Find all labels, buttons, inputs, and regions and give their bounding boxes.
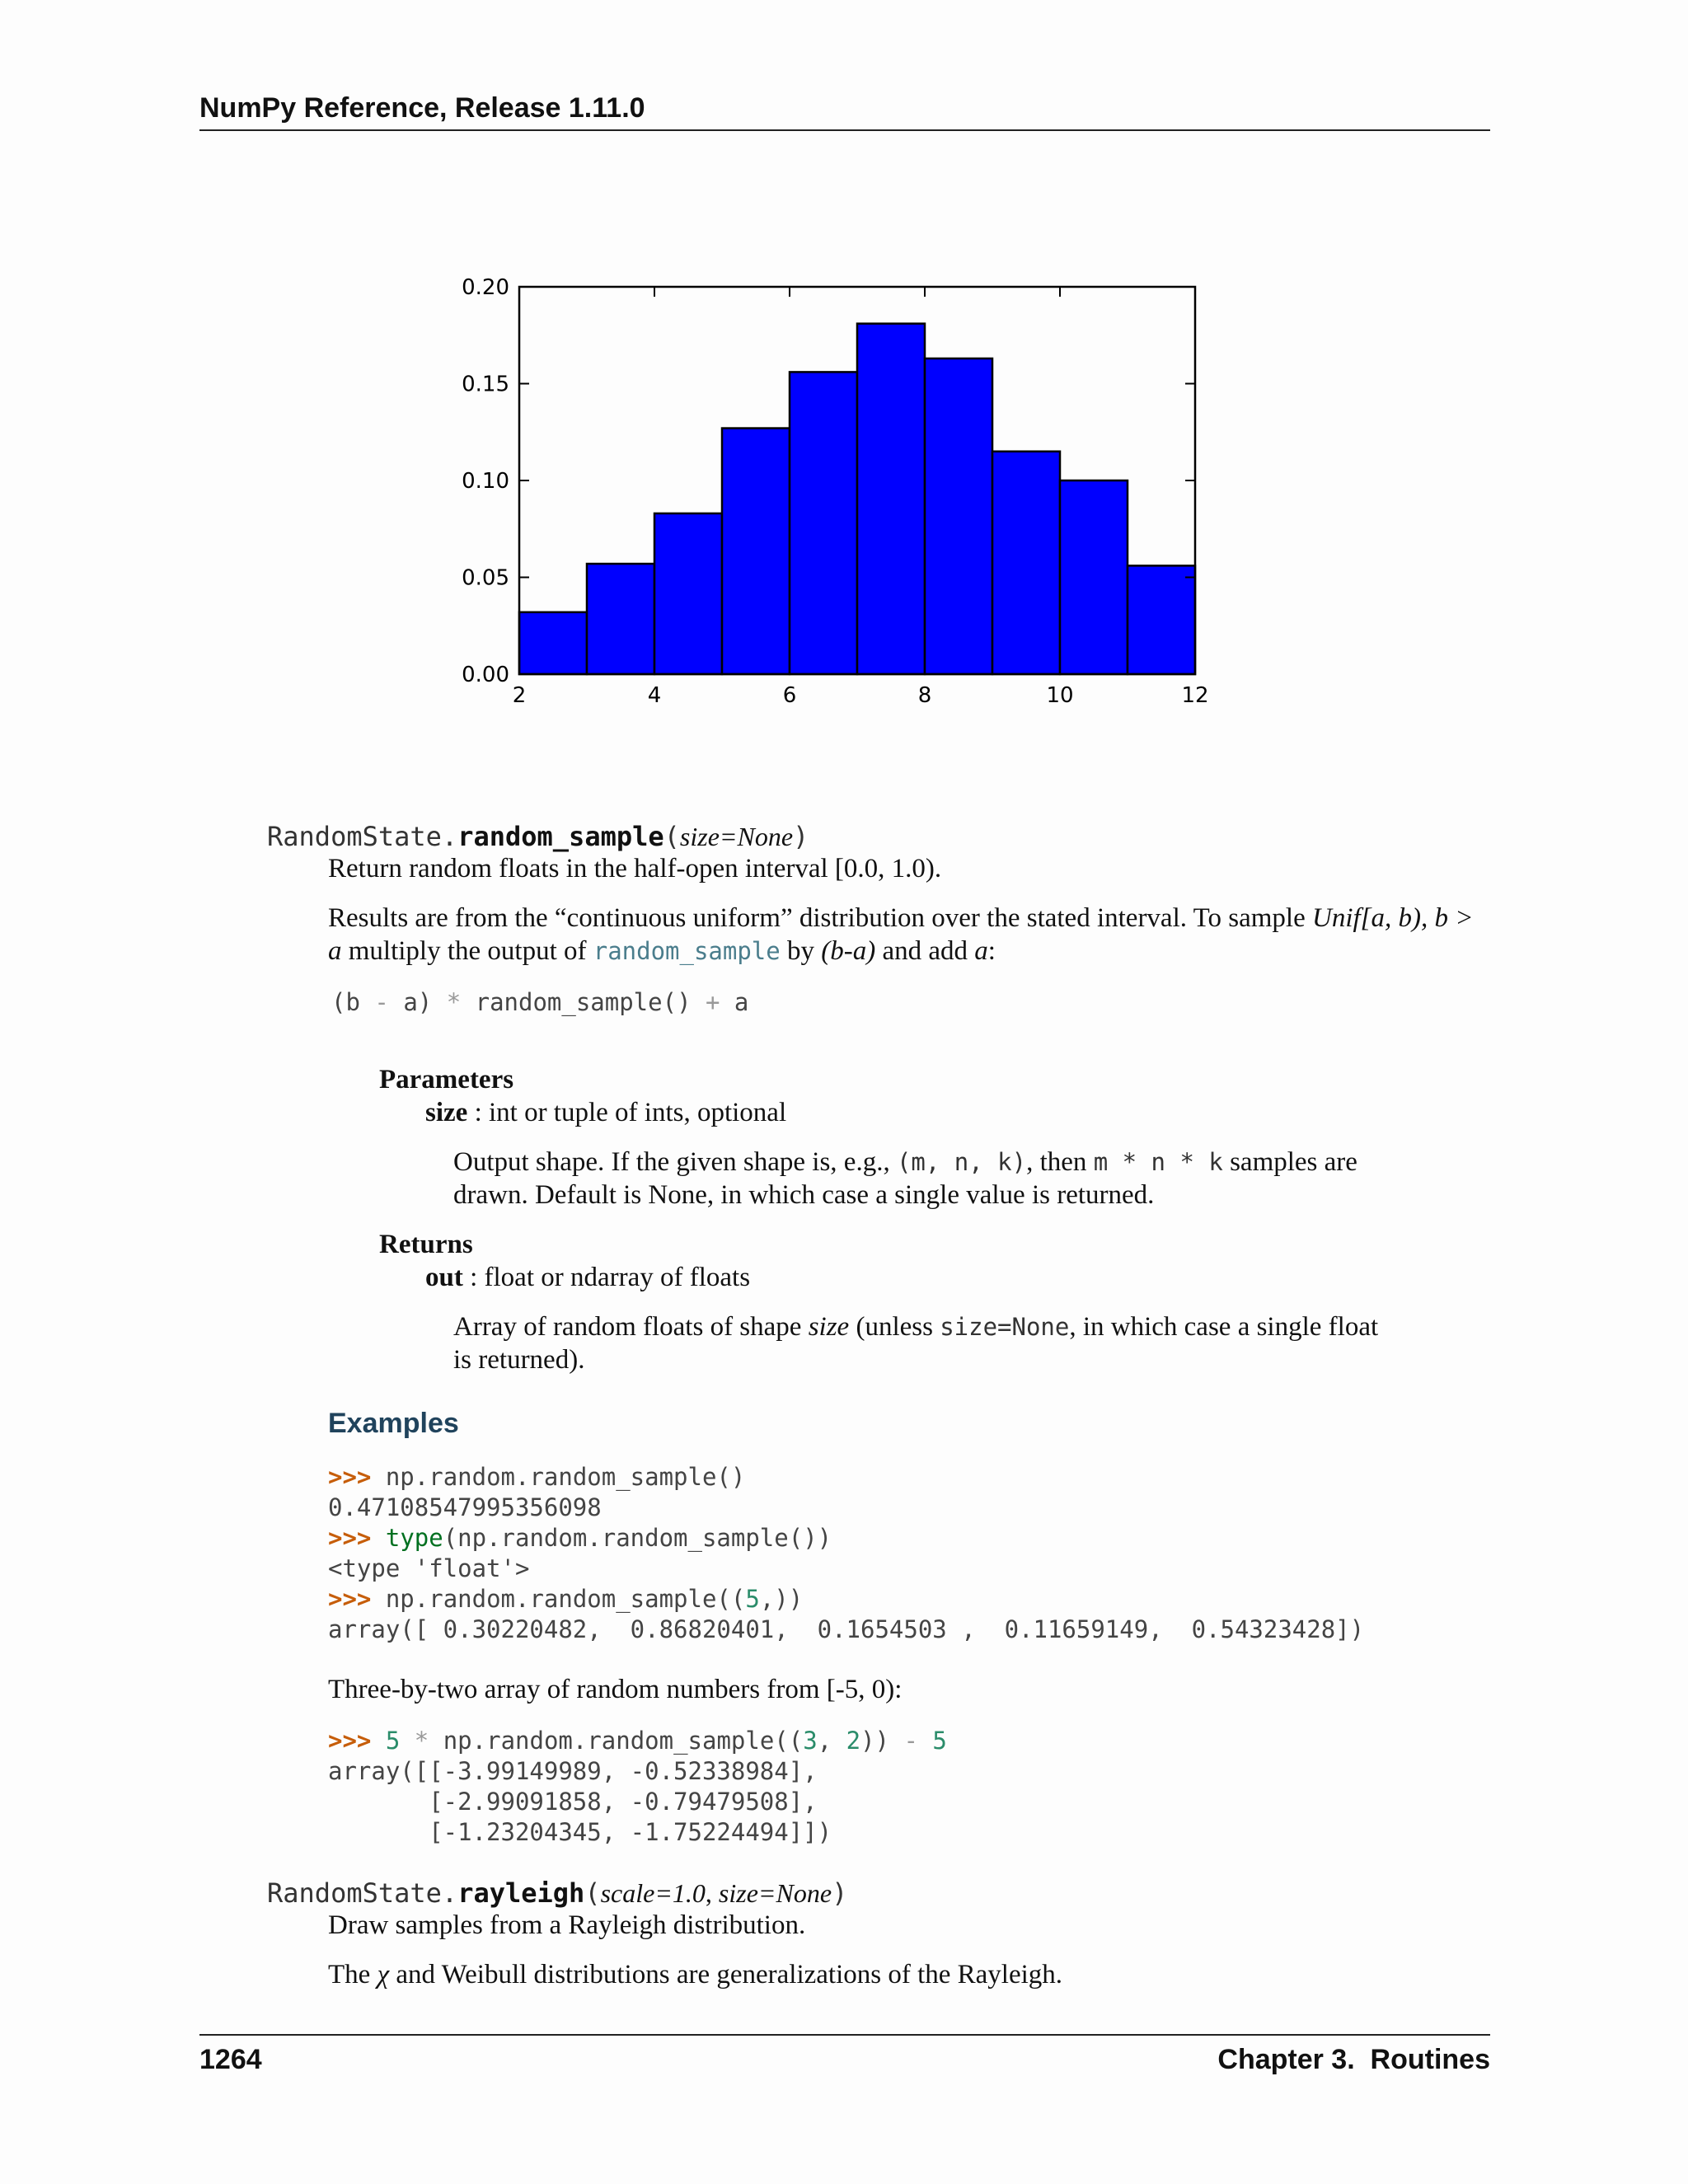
- param-desc-text: Output shape. If the given shape is, e.g.,: [453, 1147, 897, 1177]
- open-paren: (: [663, 821, 680, 852]
- param-signature: size=None: [679, 822, 794, 851]
- desc-text: by: [780, 936, 822, 966]
- function-link[interactable]: random_sample: [593, 937, 781, 965]
- math-expression: (b-a): [821, 936, 876, 966]
- y-tick-label: 0.05: [462, 565, 509, 591]
- histogram-bar: [992, 452, 1060, 674]
- examples-heading: Examples: [328, 1408, 459, 1439]
- math-expression: Unif[a, b), b >: [1311, 903, 1474, 933]
- desc-text: :: [987, 936, 996, 966]
- close-paren: ): [832, 1877, 848, 1909]
- inline-code: (m, n, k): [896, 1148, 1027, 1176]
- return-description: [453, 1310, 1500, 1376]
- x-tick-label: 4: [647, 683, 662, 708]
- formula-code-block: (b - a) * random_sample() + a: [331, 988, 749, 1016]
- param-desc-text: drawn. Default is None, in which case a single value is returned.: [453, 1180, 1155, 1210]
- param-name: size: [425, 1098, 468, 1127]
- example-code-2-line: [-1.23204345, -1.75224494]]): [328, 1818, 832, 1846]
- returns-heading: Returns: [379, 1230, 473, 1259]
- class-prefix: RandomState.: [267, 1877, 458, 1909]
- function-name: rayleigh: [457, 1877, 585, 1909]
- x-tick-label: 10: [1046, 683, 1074, 708]
- return-type: : float or ndarray of floats: [462, 1263, 751, 1292]
- param-type: : int or tuple of ints, optional: [467, 1098, 787, 1127]
- y-tick-label: 0.10: [462, 469, 509, 494]
- rayleigh-description: [328, 1958, 1062, 1991]
- desc-text: The: [328, 1960, 377, 1990]
- examples-code-block: [328, 1462, 1364, 1645]
- footer-rule: [199, 2034, 1490, 2036]
- histogram-bar: [925, 359, 992, 674]
- histogram-bar: [1128, 565, 1195, 674]
- example-code-2-line: >>> 5 * np.random.random_sample((3, 2)) - 5: [328, 1727, 947, 1755]
- header-rule: [199, 129, 1490, 131]
- desc-text: multiply the output of: [341, 936, 593, 966]
- example-code-line: >>> type(np.random.random_sample()): [328, 1524, 832, 1552]
- three-by-two-text: Three-by-two array of random numbers from [-5, 0):: [328, 1675, 903, 1704]
- rayleigh-summary: Draw samples from a Rayleigh distribution.: [328, 1910, 806, 1940]
- inline-code: m * n * k: [1093, 1148, 1223, 1176]
- histogram-bar: [1060, 480, 1128, 674]
- example-code-line: <type 'float'>: [328, 1554, 530, 1582]
- running-header: NumPy Reference, Release 1.11.0: [199, 92, 645, 124]
- close-paren: ): [793, 821, 809, 852]
- math-expression: a: [974, 936, 988, 966]
- example-code-line: array([ 0.30220482, 0.86820401, 0.1654503 , 0.11659149, 0.54323428]): [328, 1615, 1365, 1643]
- function-signature: [267, 821, 809, 852]
- x-tick-label: 12: [1181, 683, 1209, 708]
- return-desc-text: , in which case a single float: [1069, 1312, 1379, 1342]
- desc-text: and add: [875, 936, 975, 966]
- param-description: [453, 1146, 1500, 1212]
- histogram-chart: [437, 264, 1228, 725]
- param-signature: scale=1.0: [600, 1878, 706, 1908]
- return-desc-text: Array of random floats of shape: [453, 1312, 809, 1342]
- desc-text: and Weibull distributions are generalizations of the Rayleigh.: [389, 1960, 1063, 1990]
- parameters-heading: Parameters: [379, 1065, 514, 1094]
- page-number: 1264: [199, 2044, 262, 2075]
- x-tick-label: 8: [917, 683, 932, 708]
- return-name: out: [425, 1263, 463, 1292]
- desc-text: Results are from the “continuous uniform” distribution over the stated interval. To sample: [328, 903, 1312, 933]
- chapter-footer: Chapter 3. Routines: [1217, 2044, 1490, 2075]
- description-paragraph: [328, 902, 1498, 968]
- example-code-line: >>> np.random.random_sample(): [328, 1463, 746, 1491]
- x-tick-label: 2: [512, 683, 527, 708]
- inline-code: size=None: [940, 1313, 1070, 1341]
- param-desc-text: samples are: [1222, 1147, 1357, 1177]
- class-prefix: RandomState.: [267, 821, 458, 852]
- open-paren: (: [584, 1877, 601, 1909]
- param-signature: size=None: [718, 1878, 832, 1908]
- function-name: random_sample: [457, 821, 664, 852]
- x-tick-label: 6: [782, 683, 797, 708]
- return-entry: [425, 1261, 750, 1294]
- histogram-bar: [654, 513, 722, 674]
- chi-symbol: χ: [377, 1960, 390, 1990]
- histogram-bar: [587, 564, 654, 674]
- examples-code-block-2: [328, 1726, 947, 1848]
- y-tick-label: 0.20: [462, 275, 509, 300]
- histogram-bar: [519, 612, 587, 674]
- example-code-2-line: array([[-3.99149989, -0.52338984],: [328, 1757, 818, 1785]
- param-entry: [425, 1096, 786, 1129]
- y-tick-label: 0.00: [462, 663, 509, 687]
- histogram-bar: [790, 372, 857, 674]
- example-code-line: 0.47108547995356098: [328, 1493, 602, 1521]
- function-signature-rayleigh: [267, 1877, 847, 1909]
- param-desc-text: , then: [1026, 1147, 1094, 1177]
- y-tick-label: 0.15: [462, 372, 509, 397]
- math-expression: a: [328, 936, 342, 966]
- function-summary: Return random floats in the half-open interval [0.0, 1.0).: [328, 854, 942, 883]
- return-desc-text: is returned).: [453, 1345, 585, 1375]
- example-code-2-line: [-2.99091858, -0.79479508],: [328, 1788, 818, 1816]
- example-code-line: >>> np.random.random_sample((5,)): [328, 1585, 804, 1613]
- histogram-bar: [722, 429, 790, 674]
- param-separator: ,: [705, 1878, 719, 1908]
- return-desc-size: size: [808, 1312, 850, 1342]
- return-desc-text: (unless: [849, 1312, 940, 1342]
- histogram-bar: [857, 324, 925, 674]
